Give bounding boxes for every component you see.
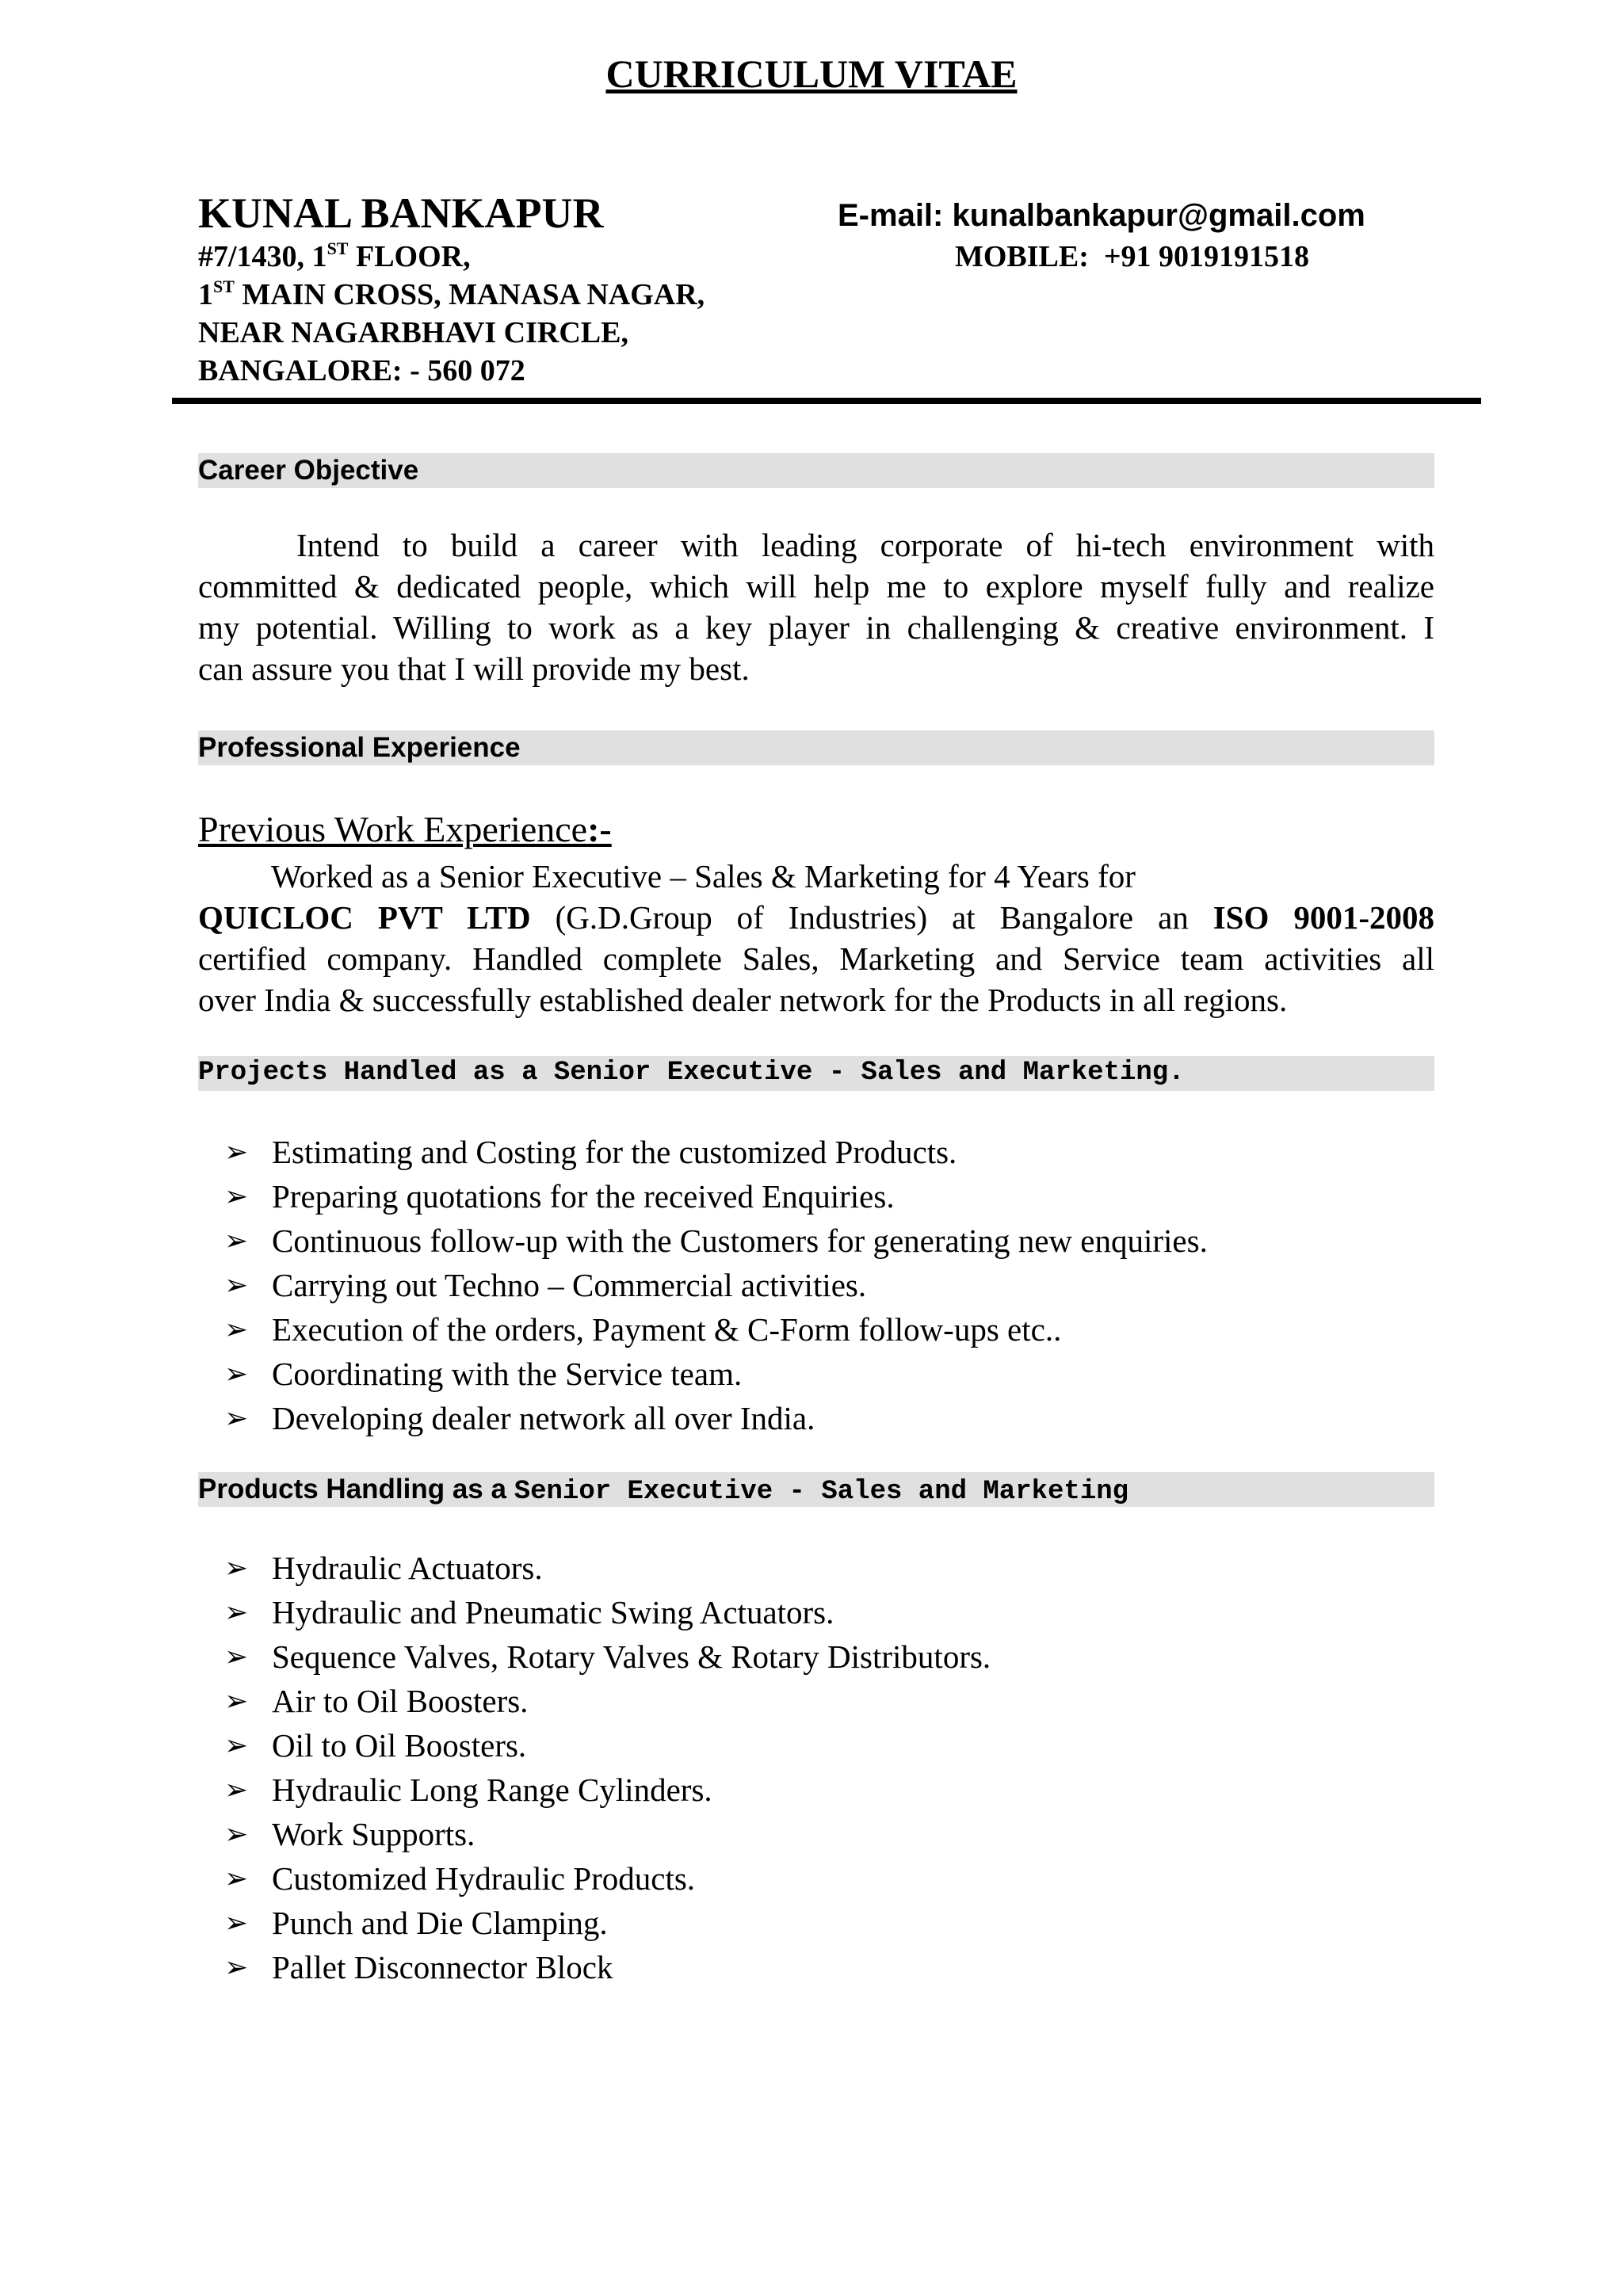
list-item: ➢ Estimating and Costing for the customized Products. (272, 1130, 1208, 1174)
arrow-bullet-icon: ➢ (224, 1774, 249, 1806)
arrow-bullet-icon: ➢ (224, 1596, 249, 1628)
work-experience-line: Worked as a Senior Executive – Sales & Marketing for 4 Years for (271, 858, 1136, 894)
list-item: ➢ Pallet Disconnector Block (272, 1945, 991, 1989)
arrow-bullet-icon: ➢ (224, 1907, 249, 1939)
projects-list (224, 1130, 1208, 1440)
list-item: ➢ Customized Hydraulic Products. (272, 1856, 991, 1901)
section-band-products (198, 1472, 1434, 1507)
list-item: ➢ Hydraulic Long Range Cylinders. (272, 1768, 991, 1812)
products-list (224, 1546, 991, 1989)
list-item: ➢ Coordinating with the Service team. (272, 1352, 1208, 1396)
career-objective-text (198, 524, 1434, 689)
email-address: E-mail: kunalbankapur@gmail.com (838, 198, 1365, 233)
career-objective-line: can assure you that I will provide my best. (198, 650, 750, 687)
arrow-bullet-icon: ➢ (224, 1136, 249, 1168)
arrow-bullet-icon: ➢ (224, 1818, 249, 1850)
previous-work-experience-heading: Previous Work Experience:- (198, 809, 612, 849)
list-item: ➢ Developing dealer network all over India. (272, 1396, 1208, 1440)
arrow-bullet-icon: ➢ (224, 1225, 249, 1257)
address-line-4: BANGALORE: - 560 072 (198, 354, 525, 387)
work-experience-line: over India & successfully established dealer network for the Products in all regions. (198, 982, 1288, 1018)
address-line-2: 1ST MAIN CROSS, MANASA NAGAR, (198, 277, 705, 311)
section-heading-projects: Projects Handled as a Senior Executive - Sales and Marketing. (198, 1058, 1185, 1088)
career-objective-line: my potential. Willing to work as a key player in challenging & creative environment. I (198, 609, 1434, 646)
address-line-3: NEAR NAGARBHAVI CIRCLE, (198, 316, 628, 349)
list-item: ➢ Work Supports. (272, 1812, 991, 1856)
list-item: ➢ Preparing quotations for the received Enquiries. (272, 1174, 1208, 1219)
arrow-bullet-icon: ➢ (224, 1314, 249, 1345)
section-band-professional-experience (198, 730, 1434, 765)
arrow-bullet-icon: ➢ (224, 1730, 249, 1761)
work-experience-line: QUICLOC PVT LTD (G.D.Group of Industries) at Bangalore an ISO 9001-2008 (198, 899, 1434, 936)
list-item: ➢ Execution of the orders, Payment & C-Form follow-ups etc.. (272, 1307, 1208, 1352)
career-objective-line: Intend to build a career with leading corporate of hi-tech environment with (296, 527, 1434, 563)
work-experience-line: certified company. Handled complete Sales, Marketing and Service team activities all (198, 940, 1434, 977)
career-objective-line: committed & dedicated people, which will help me to explore myself fully and realize (198, 568, 1434, 605)
certification: ISO 9001-2008 (1212, 899, 1434, 936)
candidate-name: KUNAL BANKAPUR (198, 189, 604, 237)
arrow-bullet-icon: ➢ (224, 1180, 249, 1212)
company-name: QUICLOC PVT LTD (198, 899, 531, 936)
section-heading-professional-experience: Professional Experience (198, 732, 521, 763)
document-title: CURRICULUM VITAE (605, 51, 1018, 96)
list-item: ➢ Hydraulic Actuators. (272, 1546, 991, 1590)
mobile-number: MOBILE: +91 9019191518 (955, 240, 1310, 273)
arrow-bullet-icon: ➢ (224, 1552, 249, 1584)
section-heading-career-objective: Career Objective (198, 455, 419, 486)
arrow-bullet-icon: ➢ (224, 1685, 249, 1717)
arrow-bullet-icon: ➢ (224, 1641, 249, 1672)
section-band-projects (198, 1056, 1434, 1091)
arrow-bullet-icon: ➢ (224, 1269, 249, 1301)
list-item: ➢ Air to Oil Boosters. (272, 1679, 991, 1723)
list-item: ➢ Carrying out Techno – Commercial activities. (272, 1263, 1208, 1307)
list-item: ➢ Oil to Oil Boosters. (272, 1723, 991, 1768)
arrow-bullet-icon: ➢ (224, 1863, 249, 1894)
list-item: ➢ Continuous follow-up with the Customers for generating new enquiries. (272, 1219, 1208, 1263)
list-item: ➢ Sequence Valves, Rotary Valves & Rotary Distributors. (272, 1634, 991, 1679)
arrow-bullet-icon: ➢ (224, 1951, 249, 1983)
address-line-1: #7/1430, 1ST FLOOR, (198, 238, 471, 273)
list-item: ➢ Punch and Die Clamping. (272, 1901, 991, 1945)
work-experience-text (198, 856, 1434, 1020)
section-band-career-objective (198, 453, 1434, 488)
list-item: ➢ Hydraulic and Pneumatic Swing Actuators. (272, 1590, 991, 1634)
arrow-bullet-icon: ➢ (224, 1358, 249, 1390)
section-heading-products: Products Handling as a Senior Executive - Sales and Marketing (198, 1474, 1129, 1507)
header-divider (172, 398, 1481, 404)
arrow-bullet-icon: ➢ (224, 1402, 249, 1434)
